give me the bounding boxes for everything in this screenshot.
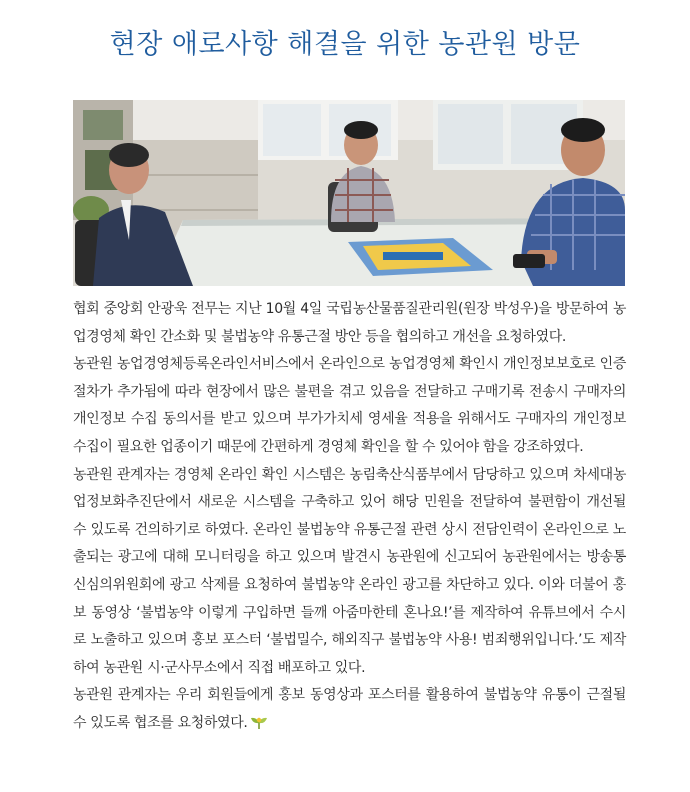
paragraph-2: 농관원 농업경영체등록온라인서비스에서 온라인으로 농업경영체 확인시 개인정보보호로 인증절차가 추가됨에 따라 현장에서 많은 불편을 겪고 있음을 전달하고 구매기록 전송시 구매자의 개인정보 수집 동의서를 받고 있으며 부가가치세 영세율 적용을 위해서도 구매자의 개인정보 수집이 필요한 업종이기 때문에 간편하게 경영체 확인을 할 수 있어야 함을 강조하였다. [73, 356, 626, 455]
paragraph-4-text: 농관원 관계자는 우리 회원들에게 홍보 동영상과 포스터를 활용하여 불법농약 유통이 근절될 수 있도록 협조를 요청하였다. [73, 687, 626, 731]
sprout-icon [250, 713, 268, 741]
meeting-photo [73, 100, 625, 286]
article-body [73, 296, 626, 741]
article-title: 현장 애로사항 해결을 위한 농관원 방문 [109, 29, 581, 60]
paragraph-4 [73, 682, 626, 740]
paragraph-1: 협회 중앙회 안광욱 전무는 지난 10월 4일 국립농산물품질관리원(원장 박성우)을 방문하여 농업경영체 확인 간소화 및 불법농약 유통근절 방안 등을 협의하고 개선을 요청하였다. [73, 301, 626, 345]
paragraph-3: 농관원 관계자는 경영체 온라인 확인 시스템은 농림축산식품부에서 담당하고 있으며 차세대농업정보화추진단에서 새로운 시스템을 구축하고 있어 해당 민원을 전달하여 불편함이 개선될 수 있도록 건의하기로 하였다. 온라인 불법농약 유통근절 관련 상시 전담인력이 온라인으로 노출되는 광고에 대해 모니터링을 하고 있으며 발견시 농관원에 신고되어 농관원에서는 방송통신심의위원회에 광고 삭제를 요청하여 불법농약 온라인 광고를 차단하고 있다. 이와 더불어 홍보 동영상 ‘불법농약 이렇게 구입하면 들깨 아줌마한테 혼나요!’를 제작하여 유튜브에서 수시로 노출하고 있으며 홍보 포스터 ‘불법밀수, 해외직구 불법농약 사용! 범죄행위입니다.’도 제작하여 농관원 시·군사무소에서 직접 배포하고 있다. [73, 466, 626, 676]
